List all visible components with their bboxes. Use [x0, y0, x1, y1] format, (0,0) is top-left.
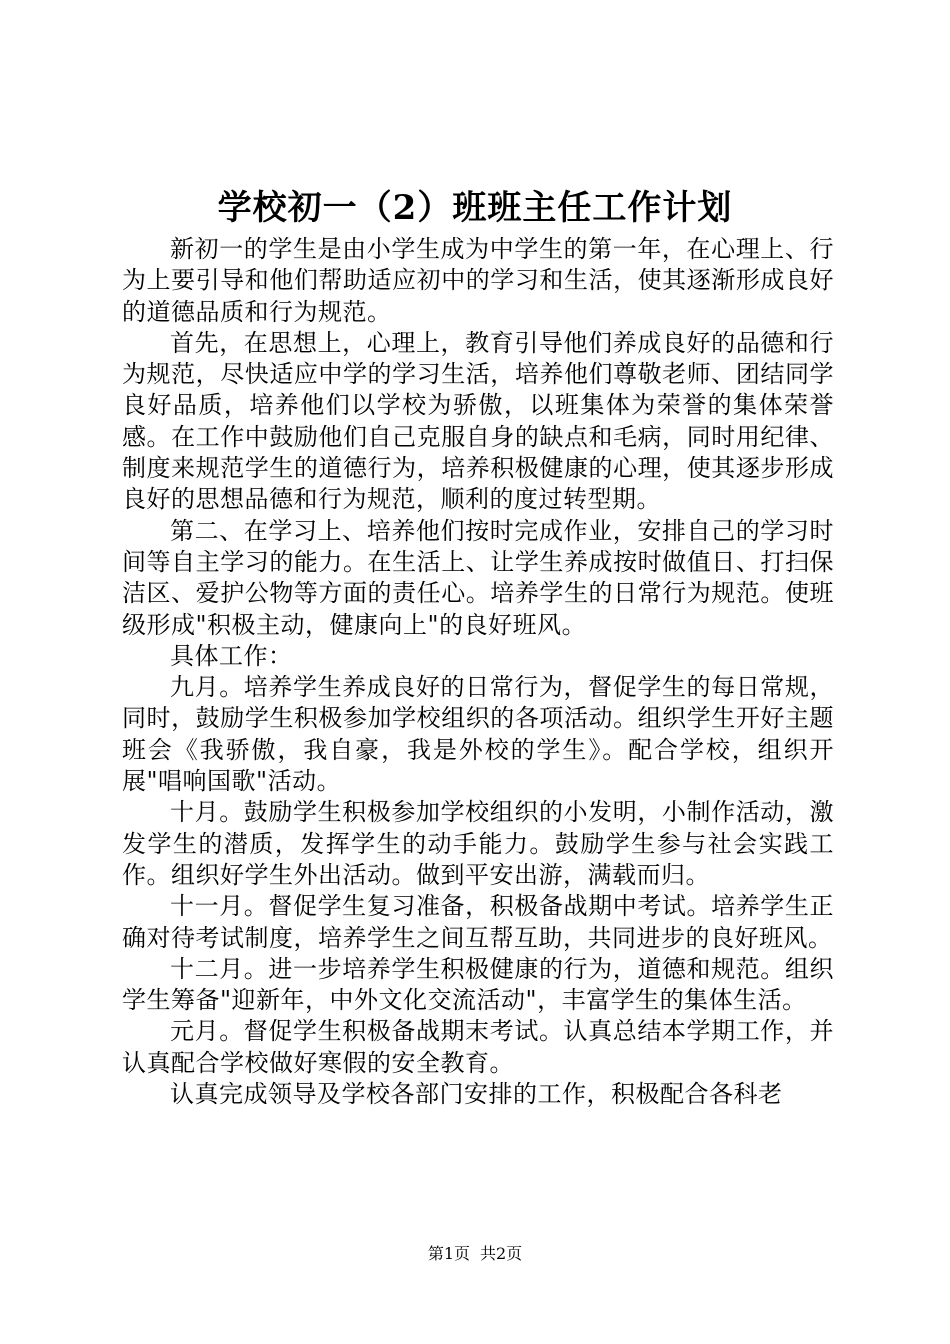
paragraph-november: 十一月。督促学生复习准备，积极备战期中考试。培养学生正确对待考试制度，培养学生之间互帮互助，共同进步的良好班风。 [122, 892, 834, 952]
page-number: 第1页 [427, 1244, 470, 1263]
document-body [122, 234, 834, 1110]
paragraph-specific-work-heading: 具体工作： [170, 641, 293, 670]
paragraph-closing: 认真完成领导及学校各部门安排的工作，积极配合各科老 [170, 1080, 783, 1109]
paragraph-first: 首先，在思想上，心理上，教育引导他们养成良好的品德和行为规范，尽快适应中学的学习生活，培养他们尊敬老师、团结同学良好品质，培养他们以学校为骄傲，以班集体为荣誉的集体荣誉感。在工作中鼓励他们自己克服自身的缺点和毛病，同时用纪律、制度来规范学生的道德行为，培养积极健康的心理，使其逐步形成良好的思想品德和行为规范，顺利的度过转型期。 [122, 328, 834, 514]
paragraph-january: 元月。督促学生积极备战期末考试。认真总结本学期工作，并认真配合学校做好寒假的安全教育。 [122, 1017, 834, 1077]
document-title: 学校初一（2）班班主任工作计划 [217, 188, 733, 228]
page-footer [0, 1243, 950, 1265]
paragraph-second: 第二、在学习上、培养他们按时完成作业，安排自己的学习时间等自主学习的能力。在生活上、让学生养成按时做值日、打扫保洁区、爱护公物等方面的责任心。培养学生的日常行为规范。使班级形成"积极主动，健康向上"的良好班风。 [122, 516, 834, 639]
page-total: 共2页 [480, 1244, 523, 1263]
paragraph-september: 九月。培养学生养成良好的日常行为，督促学生的每日常规，同时，鼓励学生积极参加学校组织的各项活动。组织学生开好主题班会《我骄傲，我自豪，我是外校的学生》。配合学校，组织开展"唱响国歌"活动。 [122, 673, 834, 796]
paragraph-october: 十月。鼓励学生积极参加学校组织的小发明，小制作活动，激发学生的潜质，发挥学生的动手能力。鼓励学生参与社会实践工作。组织好学生外出活动。做到平安出游，满载而归。 [122, 798, 834, 889]
paragraph-december: 十二月。进一步培养学生积极健康的行为，道德和规范。组织学生筹备"迎新年，中外文化交流活动"，丰富学生的集体生活。 [122, 954, 834, 1015]
paragraph-intro: 新初一的学生是由小学生成为中学生的第一年，在心理上、行为上要引导和他们帮助适应初中的学习和生活，使其逐渐形成良好的道德品质和行为规范。 [122, 235, 834, 326]
